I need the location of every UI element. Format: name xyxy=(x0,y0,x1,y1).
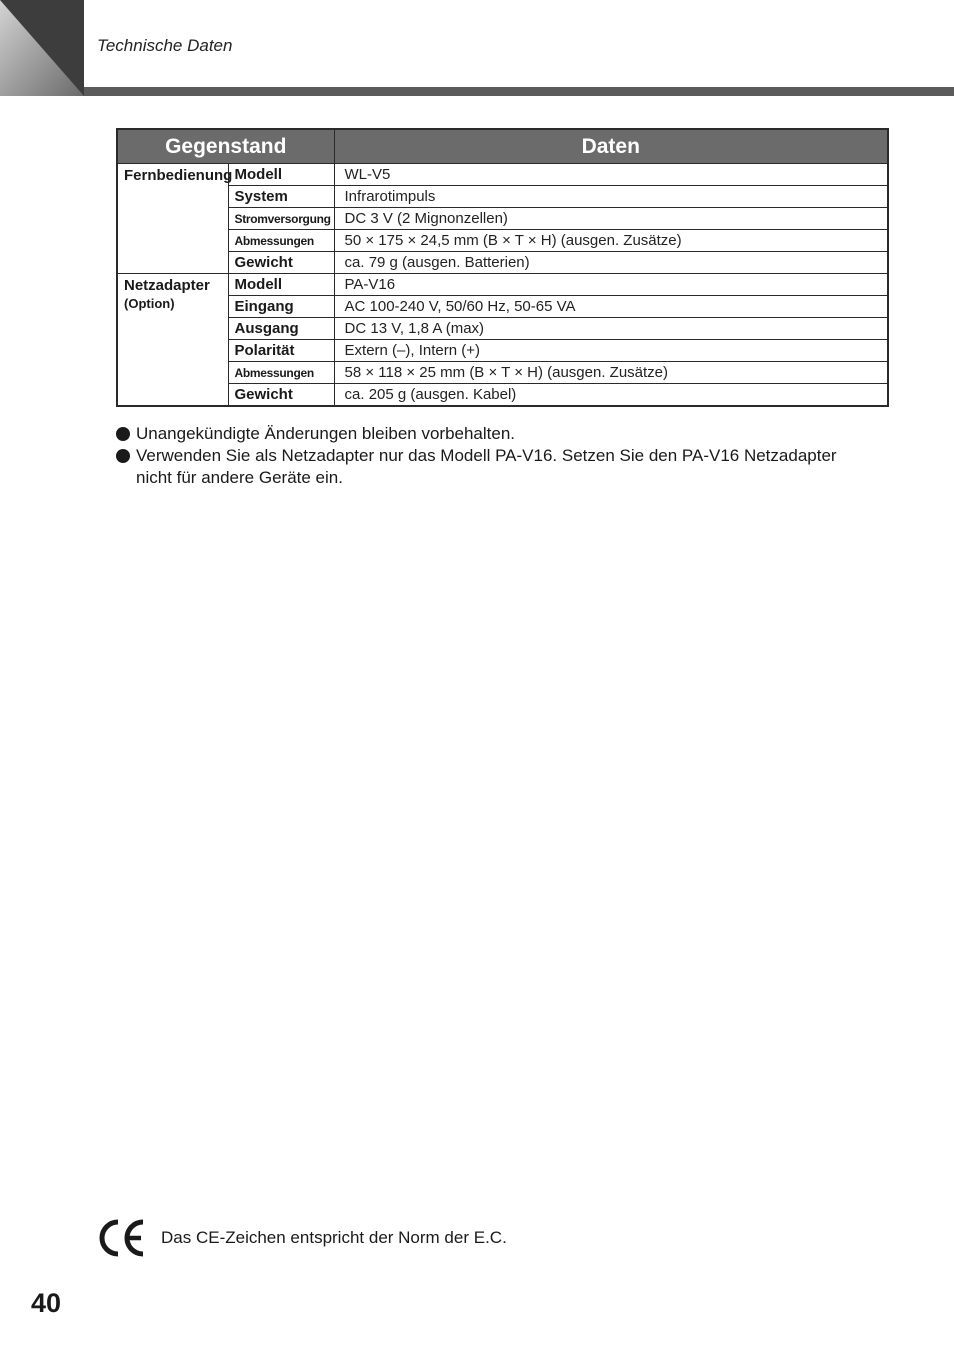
table-row xyxy=(117,164,888,186)
group-cell-adapter xyxy=(117,274,228,407)
row-value: 58 × 118 × 25 mm (B × T × H) (ausgen. Zusätze) xyxy=(334,362,888,384)
table-row xyxy=(117,296,888,318)
table-row xyxy=(117,384,888,407)
note-item xyxy=(116,445,876,489)
group-name: Fernbedienung xyxy=(124,167,233,184)
table-row xyxy=(117,208,888,230)
bullet-icon xyxy=(116,427,130,441)
row-value: AC 100-240 V, 50/60 Hz, 50-65 VA xyxy=(334,296,888,318)
group-name: Netzadapter xyxy=(124,277,210,294)
row-label: Modell xyxy=(228,164,334,186)
bullet-icon xyxy=(116,449,130,463)
group-subtitle: (Option) xyxy=(124,296,175,311)
note-text: Unangekündigte Änderungen bleiben vorbehalten. xyxy=(136,424,516,443)
row-label: Abmessungen xyxy=(228,230,334,252)
row-value: ca. 205 g (ausgen. Kabel) xyxy=(334,384,888,407)
row-label: System xyxy=(228,186,334,208)
table-row xyxy=(117,252,888,274)
row-value: WL-V5 xyxy=(334,164,888,186)
note-item xyxy=(116,423,876,445)
column-header-data: Daten xyxy=(334,129,888,164)
header-rule xyxy=(84,87,954,96)
table-row xyxy=(117,362,888,384)
table-row xyxy=(117,340,888,362)
table-row xyxy=(117,186,888,208)
ce-mark-icon xyxy=(97,1219,147,1257)
section-title: Technische Daten xyxy=(97,36,233,55)
row-label: Abmessungen xyxy=(228,362,334,384)
row-value: Extern (–), Intern (+) xyxy=(334,340,888,362)
row-value: DC 13 V, 1,8 A (max) xyxy=(334,318,888,340)
notes-list xyxy=(116,423,876,489)
page-number: 40 xyxy=(31,1288,62,1318)
column-header-item: Gegenstand xyxy=(117,129,334,164)
row-value: Infrarotimpuls xyxy=(334,186,888,208)
table-row xyxy=(117,230,888,252)
row-value: PA-V16 xyxy=(334,274,888,296)
table-header-row xyxy=(117,129,888,164)
row-label: Stromversorgung xyxy=(228,208,334,230)
row-label: Gewicht xyxy=(228,384,334,407)
row-value: ca. 79 g (ausgen. Batterien) xyxy=(334,252,888,274)
row-label: Eingang xyxy=(228,296,334,318)
corner-decoration xyxy=(0,0,84,96)
specifications-table xyxy=(116,128,889,407)
row-value: DC 3 V (2 Mignonzellen) xyxy=(334,208,888,230)
group-cell-remote xyxy=(117,164,233,274)
ce-statement: Das CE-Zeichen entspricht der Norm der E.C. xyxy=(161,1228,507,1247)
table-row xyxy=(117,318,888,340)
row-label: Modell xyxy=(228,274,334,296)
row-label: Polarität xyxy=(228,340,334,362)
table-row xyxy=(117,274,888,296)
note-text: Verwenden Sie als Netzadapter nur das Modell PA-V16. Setzen Sie den PA-V16 Netzadapter nicht für andere Geräte ein. xyxy=(136,446,837,487)
row-label: Gewicht xyxy=(228,252,334,274)
row-value: 50 × 175 × 24,5 mm (B × T × H) (ausgen. Zusätze) xyxy=(334,230,888,252)
row-label: Ausgang xyxy=(228,318,334,340)
